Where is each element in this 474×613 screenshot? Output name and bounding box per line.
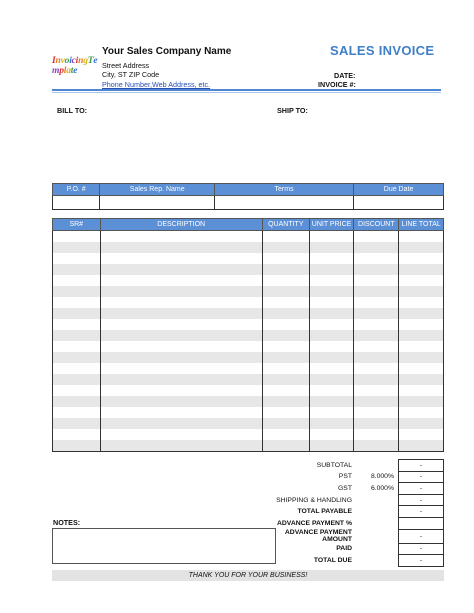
- discount-cell[interactable]: [354, 330, 399, 341]
- table-row: [53, 275, 444, 286]
- sr-cell[interactable]: [53, 385, 101, 396]
- totals-value[interactable]: -: [399, 543, 444, 555]
- logo-letter: i: [69, 56, 72, 66]
- discount-cell[interactable]: [354, 440, 399, 452]
- quantity-cell[interactable]: [262, 396, 309, 407]
- line-total-cell[interactable]: [399, 440, 444, 452]
- description-cell[interactable]: [100, 396, 262, 407]
- discount-cell[interactable]: [354, 352, 399, 363]
- description-cell[interactable]: [100, 297, 262, 308]
- totals-value[interactable]: [399, 517, 444, 529]
- logo-letter: c: [71, 56, 76, 66]
- table-row: [53, 308, 444, 319]
- street-address: Street Address: [102, 61, 150, 70]
- logo-letter: p: [59, 66, 64, 76]
- sr-cell[interactable]: [53, 286, 101, 297]
- line-total-cell[interactable]: [399, 418, 444, 429]
- description-cell[interactable]: [100, 308, 262, 319]
- totals-row: [262, 494, 444, 506]
- description-cell[interactable]: [100, 275, 262, 286]
- sr-cell[interactable]: [53, 374, 101, 385]
- totals-label: GST: [338, 484, 352, 492]
- description-cell[interactable]: [100, 374, 262, 385]
- sr-header: SR#: [53, 219, 101, 231]
- totals-label: PAID: [336, 545, 352, 553]
- line-total-cell[interactable]: [399, 341, 444, 352]
- description-cell[interactable]: [100, 440, 262, 452]
- description-cell[interactable]: [100, 264, 262, 275]
- description-cell[interactable]: [100, 242, 262, 253]
- logo-letter: n: [78, 56, 84, 66]
- discount-cell[interactable]: [354, 363, 399, 374]
- logo-letter: o: [64, 56, 70, 66]
- unit-price-cell[interactable]: [309, 429, 354, 440]
- unit-price-cell[interactable]: [309, 374, 354, 385]
- line-total-cell[interactable]: [399, 308, 444, 319]
- discount-cell[interactable]: [354, 418, 399, 429]
- table-row: [53, 418, 444, 429]
- quantity-cell[interactable]: [262, 231, 309, 243]
- line-total-cell[interactable]: [399, 407, 444, 418]
- bill-to-label: BILL TO:: [57, 106, 88, 115]
- totals-rate: [356, 517, 399, 529]
- sr-cell[interactable]: [53, 242, 101, 253]
- totals-rate: [356, 555, 399, 567]
- due-date-header: Due Date: [354, 184, 444, 196]
- quantity-cell[interactable]: [262, 297, 309, 308]
- unit-price-cell[interactable]: [309, 341, 354, 352]
- unit-price-cell[interactable]: [309, 418, 354, 429]
- invoice-title: SALES INVOICE: [330, 43, 435, 58]
- quantity-cell[interactable]: [262, 352, 309, 363]
- logo-letter: e: [73, 66, 78, 76]
- logo-letter: l: [63, 66, 67, 76]
- quantity-cell[interactable]: [262, 418, 309, 429]
- sr-cell[interactable]: [53, 363, 101, 374]
- description-cell[interactable]: [100, 385, 262, 396]
- sales-rep-cell[interactable]: [100, 196, 215, 210]
- sr-cell[interactable]: [53, 407, 101, 418]
- unit-price-cell[interactable]: [309, 440, 354, 452]
- discount-cell[interactable]: [354, 297, 399, 308]
- date-label: DATE:: [334, 71, 356, 80]
- line-total-cell[interactable]: [399, 297, 444, 308]
- logo-letter: e: [93, 56, 98, 66]
- unit-price-cell[interactable]: [309, 286, 354, 297]
- unit-price-header: UNIT PRICE: [309, 219, 354, 231]
- description-cell[interactable]: [100, 407, 262, 418]
- table-row: [53, 440, 444, 452]
- description-cell[interactable]: [100, 319, 262, 330]
- sr-cell[interactable]: [53, 341, 101, 352]
- line-total-cell[interactable]: [399, 242, 444, 253]
- description-cell[interactable]: [100, 429, 262, 440]
- table-row: [53, 407, 444, 418]
- sr-cell[interactable]: [53, 440, 101, 452]
- quantity-cell[interactable]: [262, 330, 309, 341]
- totals-rate: [356, 543, 399, 555]
- description-cell[interactable]: [100, 253, 262, 264]
- table-row: [53, 363, 444, 374]
- totals-rate: [356, 494, 399, 506]
- discount-cell[interactable]: [354, 429, 399, 440]
- discount-cell[interactable]: [354, 286, 399, 297]
- description-cell[interactable]: [100, 352, 262, 363]
- notes-input[interactable]: [52, 528, 276, 564]
- discount-cell[interactable]: [354, 253, 399, 264]
- unit-price-cell[interactable]: [309, 385, 354, 396]
- line-total-cell[interactable]: [399, 330, 444, 341]
- table-row: [53, 374, 444, 385]
- logo-letter: m: [52, 66, 60, 76]
- table-row: [53, 319, 444, 330]
- sr-cell[interactable]: [53, 319, 101, 330]
- po-number-header: P.O. #: [53, 184, 100, 196]
- totals-row: [262, 483, 444, 495]
- quantity-cell[interactable]: [262, 429, 309, 440]
- totals-label: ADVANCE PAYMENT AMOUNT: [284, 529, 352, 544]
- totals-value[interactable]: -: [399, 506, 444, 518]
- city-state-zip: City, ST ZIP Code: [102, 70, 160, 79]
- quantity-cell[interactable]: [262, 440, 309, 452]
- unit-price-cell[interactable]: [309, 253, 354, 264]
- quantity-cell[interactable]: [262, 275, 309, 286]
- description-cell[interactable]: [100, 363, 262, 374]
- discount-cell[interactable]: [354, 242, 399, 253]
- sr-cell[interactable]: [53, 297, 101, 308]
- table-row: [53, 341, 444, 352]
- contact-link[interactable]: Phone Number,Web Address, etc.: [102, 80, 211, 89]
- totals-row: [262, 517, 444, 529]
- logo-letter: T: [87, 56, 94, 66]
- order-info-table: [52, 183, 444, 210]
- totals-value[interactable]: -: [399, 460, 444, 472]
- quantity-cell[interactable]: [262, 308, 309, 319]
- line-total-cell[interactable]: [399, 253, 444, 264]
- unit-price-cell[interactable]: [309, 407, 354, 418]
- totals-rate: [356, 529, 399, 543]
- logo-letter: t: [70, 66, 74, 76]
- totals-label: SUBTOTAL: [316, 461, 352, 469]
- totals-row: [262, 555, 444, 567]
- invoice-number-label: INVOICE #:: [318, 80, 356, 89]
- terms-header: Terms: [214, 184, 353, 196]
- table-row: [53, 231, 444, 243]
- totals-row: [262, 460, 444, 472]
- line-total-cell[interactable]: [399, 286, 444, 297]
- totals-rate: [356, 506, 399, 518]
- table-row: [53, 264, 444, 275]
- discount-header: DISCOUNT: [354, 219, 399, 231]
- totals-row: [262, 506, 444, 518]
- table-row: [53, 352, 444, 363]
- totals-value[interactable]: -: [399, 494, 444, 506]
- sr-cell[interactable]: [53, 264, 101, 275]
- unit-price-cell[interactable]: [309, 297, 354, 308]
- totals-rate: [356, 460, 399, 472]
- table-row: [53, 330, 444, 341]
- sr-cell[interactable]: [53, 418, 101, 429]
- totals-label: PST: [338, 473, 352, 481]
- quantity-cell[interactable]: [262, 242, 309, 253]
- unit-price-cell[interactable]: [309, 330, 354, 341]
- logo-letter: I: [52, 56, 56, 66]
- line-total-cell[interactable]: [399, 385, 444, 396]
- sales-rep-header: Sales Rep. Name: [100, 184, 215, 196]
- totals-rate: 8.000%: [370, 473, 394, 481]
- logo-letter: a: [66, 66, 71, 76]
- description-header: DESCRIPTION: [100, 219, 262, 231]
- quantity-cell[interactable]: [262, 374, 309, 385]
- unit-price-cell[interactable]: [309, 319, 354, 330]
- totals-label: ADVANCE PAYMENT %: [276, 519, 352, 527]
- logo-letter: i: [75, 56, 79, 66]
- quantity-header: QUANTITY: [262, 219, 309, 231]
- notes-label: NOTES:: [53, 518, 81, 527]
- company-logo: [52, 56, 100, 78]
- due-date-cell[interactable]: [354, 196, 444, 210]
- totals-value[interactable]: -: [399, 529, 444, 543]
- table-row: [53, 297, 444, 308]
- totals-value[interactable]: -: [399, 555, 444, 567]
- discount-cell[interactable]: [354, 264, 399, 275]
- totals-label: TOTAL PAYABLE: [297, 508, 352, 516]
- quantity-cell[interactable]: [262, 363, 309, 374]
- totals-label: TOTAL DUE: [313, 556, 352, 564]
- discount-cell[interactable]: [354, 308, 399, 319]
- quantity-cell[interactable]: [262, 253, 309, 264]
- line-total-header: LINE TOTAL: [399, 219, 444, 231]
- sr-cell[interactable]: [53, 330, 101, 341]
- line-items-table: [52, 218, 444, 452]
- line-total-cell[interactable]: [399, 352, 444, 363]
- table-row: [53, 286, 444, 297]
- unit-price-cell[interactable]: [309, 231, 354, 243]
- line-total-cell[interactable]: [399, 429, 444, 440]
- line-total-cell[interactable]: [399, 231, 444, 243]
- quantity-cell[interactable]: [262, 341, 309, 352]
- terms-cell[interactable]: [214, 196, 353, 210]
- quantity-cell[interactable]: [262, 264, 309, 275]
- description-cell[interactable]: [100, 418, 262, 429]
- description-cell[interactable]: [100, 330, 262, 341]
- table-row: [53, 242, 444, 253]
- sr-cell[interactable]: [53, 231, 101, 243]
- unit-price-cell[interactable]: [309, 396, 354, 407]
- line-total-cell[interactable]: [399, 264, 444, 275]
- logo-letter: v: [60, 56, 65, 66]
- description-cell[interactable]: [100, 341, 262, 352]
- totals-value[interactable]: -: [399, 483, 444, 495]
- line-total-cell[interactable]: [399, 275, 444, 286]
- sr-cell[interactable]: [53, 352, 101, 363]
- sr-cell[interactable]: [53, 429, 101, 440]
- sr-cell[interactable]: [53, 253, 101, 264]
- discount-cell[interactable]: [354, 396, 399, 407]
- logo-letter: n: [55, 56, 61, 66]
- totals-label: SHIPPING & HANDLING: [276, 496, 352, 504]
- totals-value[interactable]: -: [399, 471, 444, 483]
- sr-cell[interactable]: [53, 396, 101, 407]
- unit-price-cell[interactable]: [309, 264, 354, 275]
- unit-price-cell[interactable]: [309, 242, 354, 253]
- totals-rate: 6.000%: [370, 484, 394, 492]
- description-cell[interactable]: [100, 286, 262, 297]
- quantity-cell[interactable]: [262, 385, 309, 396]
- totals-table: [262, 459, 444, 567]
- sr-cell[interactable]: [53, 275, 101, 286]
- company-name: Your Sales Company Name: [102, 46, 232, 57]
- line-total-cell[interactable]: [399, 374, 444, 385]
- discount-cell[interactable]: [354, 374, 399, 385]
- discount-cell[interactable]: [354, 385, 399, 396]
- description-cell[interactable]: [100, 231, 262, 243]
- unit-price-cell[interactable]: [309, 275, 354, 286]
- quantity-cell[interactable]: [262, 407, 309, 418]
- quantity-cell[interactable]: [262, 286, 309, 297]
- sr-cell[interactable]: [53, 308, 101, 319]
- totals-row: [262, 543, 444, 555]
- logo-letter: g: [83, 56, 88, 66]
- discount-cell[interactable]: [354, 275, 399, 286]
- discount-cell[interactable]: [354, 341, 399, 352]
- unit-price-cell[interactable]: [309, 352, 354, 363]
- discount-cell[interactable]: [354, 319, 399, 330]
- discount-cell[interactable]: [354, 407, 399, 418]
- footer-thanks: THANK YOU FOR YOUR BUSINESS!: [52, 570, 444, 581]
- table-row: [53, 385, 444, 396]
- quantity-cell[interactable]: [262, 319, 309, 330]
- unit-price-cell[interactable]: [309, 363, 354, 374]
- totals-row: [262, 471, 444, 483]
- line-total-cell[interactable]: [399, 396, 444, 407]
- ship-to-label: SHIP TO:: [277, 106, 308, 115]
- table-row: [53, 396, 444, 407]
- table-row: [53, 429, 444, 440]
- line-total-cell[interactable]: [399, 363, 444, 374]
- header-divider-light: [52, 92, 441, 93]
- totals-row: [262, 529, 444, 543]
- table-row: [53, 253, 444, 264]
- unit-price-cell[interactable]: [309, 308, 354, 319]
- header-divider: [52, 89, 441, 91]
- discount-cell[interactable]: [354, 231, 399, 243]
- line-total-cell[interactable]: [399, 319, 444, 330]
- po-number-cell[interactable]: [53, 196, 100, 210]
